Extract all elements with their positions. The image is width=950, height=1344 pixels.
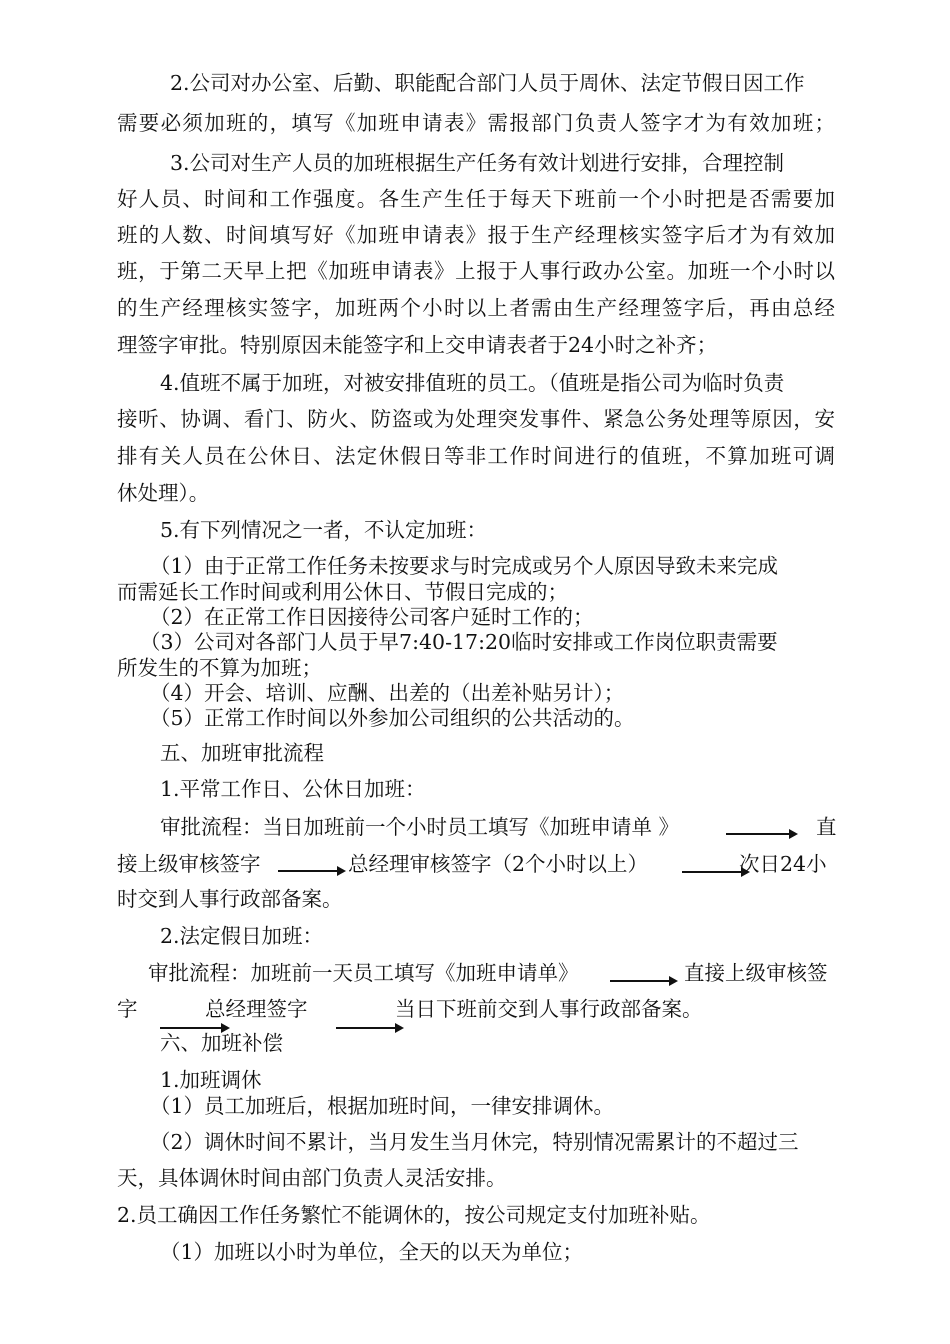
flow-2-arrow-2 <box>160 1027 228 1029</box>
flow-2-line-2-a: 字 <box>117 997 138 1021</box>
section-5-sub-1: 1.平常工作日、公休日加班： <box>160 777 426 801</box>
item-5-sub-3-line-2: 所发生的不算为加班； <box>117 656 322 680</box>
section-6-sub-2: 2.员工确因工作任务繁忙不能调休的，按公司规定支付加班补贴。 <box>117 1203 711 1227</box>
flow-1-line-2-c: 次日24小 <box>739 852 827 876</box>
item-4-line-2: 接听、协调、看门、防火、防盗或为处理突发事件、紧急公务处理等原因，安 <box>117 407 835 431</box>
flow-2-line-1-end: 直接上级审核签 <box>684 961 828 985</box>
flow-1-line-3: 时交到人事行政部备案。 <box>117 887 343 911</box>
section-6-item-1: （1）员工加班后，根据加班时间，一律安排调休。 <box>150 1094 615 1118</box>
item-4-line-3: 排有关人员在公休日、法定休假日等非工作时间进行的值班，不算加班可调 <box>117 444 835 468</box>
item-4-line-4: 休处理）。 <box>117 481 210 505</box>
item-5-sub-5: （5）正常工作时间以外参加公司组织的公共活动的。 <box>150 706 635 730</box>
flow-2-line-2-c: 当日下班前交到人事行政部备案。 <box>395 997 703 1021</box>
item-3-line-1: 3.公司对生产人员的加班根据生产任务有效计划进行安排，合理控制 <box>170 151 785 175</box>
flow-2-arrow-3 <box>336 1027 402 1029</box>
section-5-heading: 五、加班审批流程 <box>160 741 324 765</box>
item-4-line-1: 4.值班不属于加班，对被安排值班的员工。（值班是指公司为临时负责 <box>160 371 785 395</box>
flow-2-line-1: 审批流程：加班前一天员工填写《加班申请单》 <box>148 961 579 985</box>
section-5-sub-2: 2.法定假日加班： <box>160 924 324 948</box>
item-3-line-5: 的生产经理核实签字，加班两个小时以上者需由生产经理签字后，再由总经 <box>117 296 835 320</box>
item-3-line-6: 理签字审批。特别原因未能签字和上交申请表者于24小时之补齐； <box>117 333 718 357</box>
flow-1-arrow-2 <box>278 870 344 872</box>
section-6-sub-1: 1.加班调休 <box>160 1068 262 1092</box>
item-2-line-2: 需要必须加班的，填写《加班申请表》需报部门负责人签字才为有效加班； <box>117 111 835 135</box>
item-2-line-1: 2.公司对办公室、后勤、职能配合部门人员于周休、法定节假日因工作 <box>170 71 805 95</box>
section-6-item-3: （1）加班以小时为单位，全天的以天为单位； <box>160 1240 584 1264</box>
item-5-sub-4: （4）开会、培训、应酬、出差的（出差补贴另计）； <box>150 681 625 705</box>
flow-1-arrow-1 <box>726 833 796 835</box>
section-6-heading: 六、加班补偿 <box>160 1031 283 1055</box>
item-5-sub-1-line-1: （1）由于正常工作任务未按要求与时完成或另个人原因导致未来完成 <box>150 554 779 578</box>
section-6-item-2-line-1: （2）调休时间不累计，当月发生当月休完，特别情况需累计的不超过三 <box>150 1130 799 1154</box>
flow-1-line-2-b: 总经理审核签字（2个小时以上） <box>348 852 649 876</box>
flow-1-line-1: 审批流程：当日加班前一个小时员工填写《加班申请单 》 <box>160 815 680 839</box>
item-5-sub-3-line-1: （3）公司对各部门人员于早7:40-17:20临时安排或工作岗位职责需要 <box>140 630 778 654</box>
item-5-title: 5.有下列情况之一者，不认定加班： <box>160 518 488 542</box>
item-5-sub-1-line-2: 而需延长工作时间或利用公休日、节假日完成的； <box>117 580 568 604</box>
item-5-sub-2: （2）在正常工作日因接待公司客户延时工作的； <box>150 605 594 629</box>
flow-2-arrow-1 <box>610 980 676 982</box>
item-3-line-4: 班，于第二天早上把《加班申请表》上报于人事行政办公室。加班一个小时以 <box>117 259 835 283</box>
flow-1-line-2-a: 接上级审核签字 <box>117 852 261 876</box>
section-6-item-2-line-2: 天，具体调休时间由部门负责人灵活安排。 <box>117 1166 507 1190</box>
flow-1-line-1-end: 直 <box>816 815 837 839</box>
item-3-line-2: 好人员、时间和工作强度。各生产生任于每天下班前一个小时把是否需要加 <box>117 187 835 211</box>
item-3-line-3: 班的人数、时间填写好《加班申请表》报于生产经理核实签字后才为有效加 <box>117 223 835 247</box>
flow-2-line-2-b: 总经理签字 <box>205 997 308 1021</box>
